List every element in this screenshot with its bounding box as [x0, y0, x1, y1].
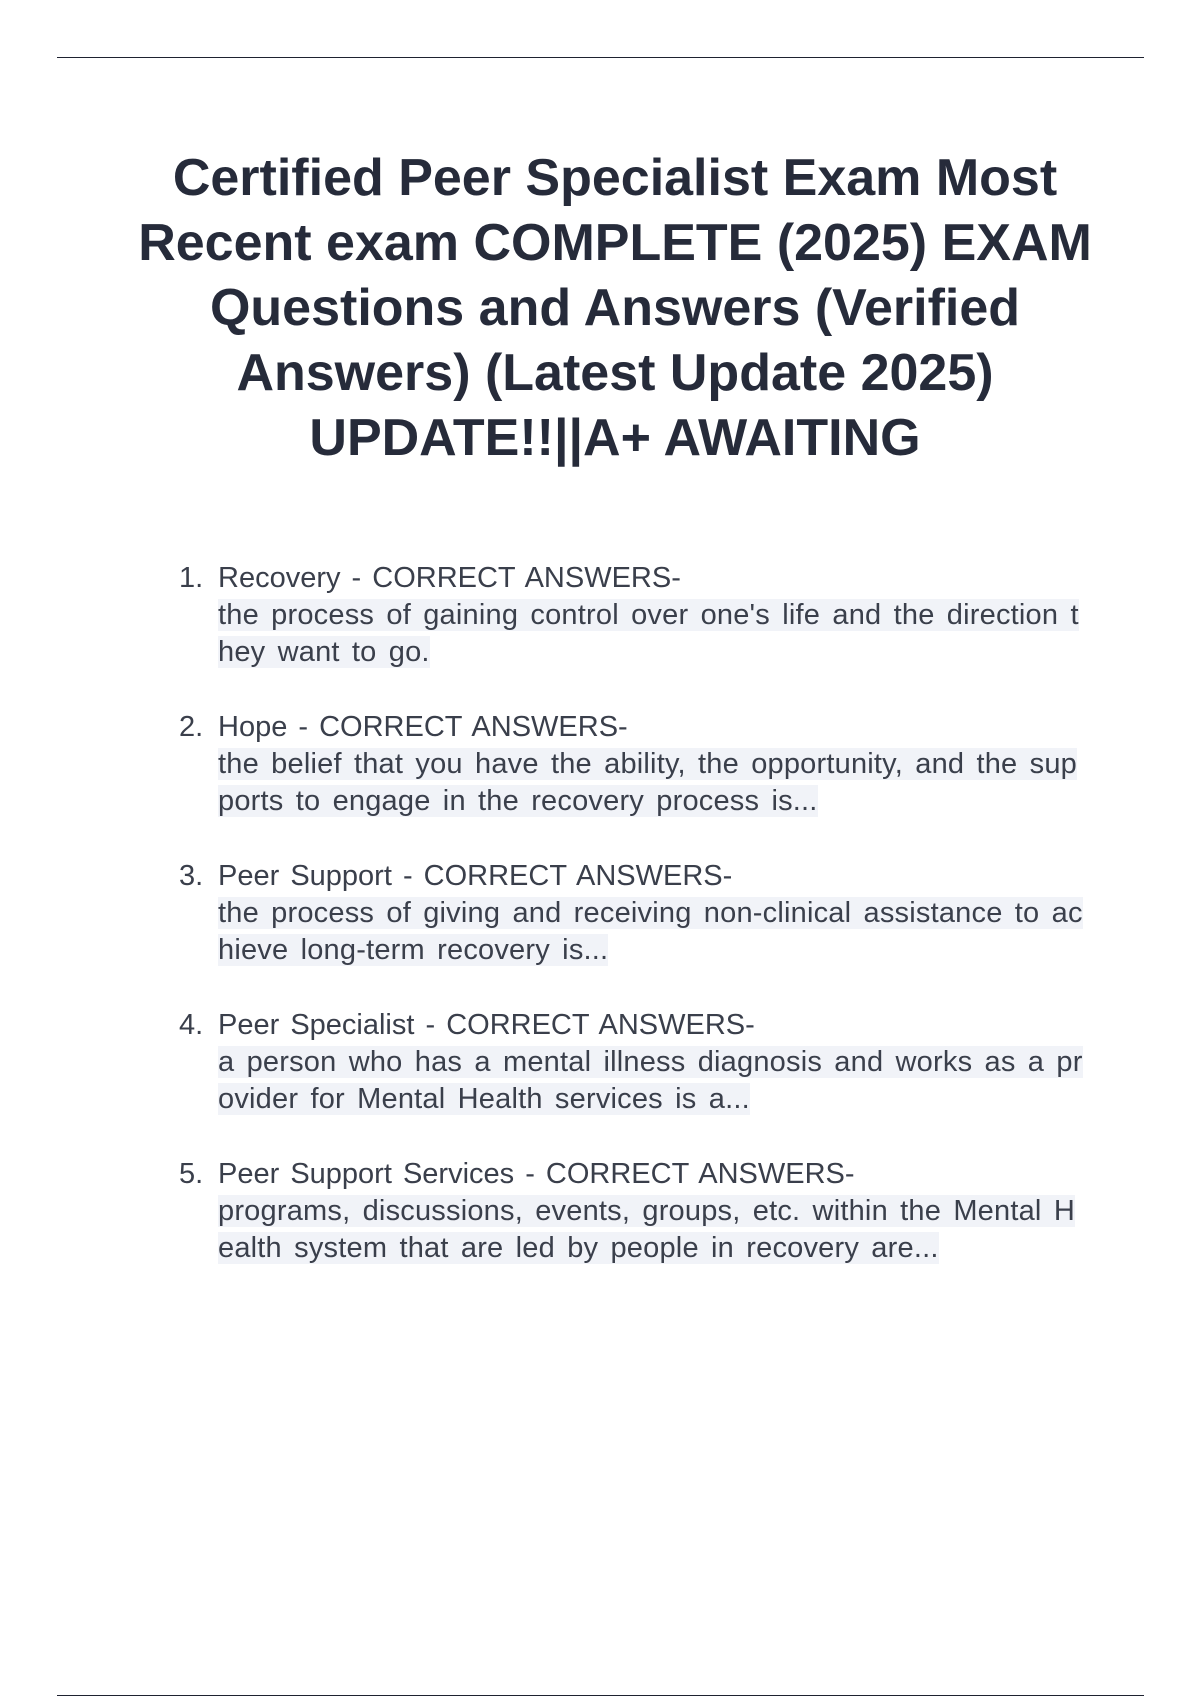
item-answer — [218, 895, 1083, 969]
item-answer-text: a person who has a mental illness diagnosis and works as a provider for Mental Health services is a... — [218, 1046, 1083, 1115]
document-title: Certified Peer Specialist Exam Most Recent exam COMPLETE (2025) EXAM Questions and Answers (Verified Answers) (Latest Update 2025) UPDATE!!||A+ AWAITING — [138, 149, 1092, 467]
item-term: Peer Support Services - CORRECT ANSWERS- — [218, 1158, 855, 1190]
item-answer-text: the process of gaining control over one's life and the direction they want to go. — [218, 599, 1079, 668]
item-term: Peer Specialist - CORRECT ANSWERS- — [218, 1009, 755, 1041]
item-term: Hope - CORRECT ANSWERS- — [218, 711, 628, 743]
item-number: 5. — [179, 1158, 204, 1190]
item-number: 2. — [179, 711, 204, 743]
list-item — [175, 858, 1095, 969]
top-rule — [57, 57, 1144, 58]
item-answer — [218, 746, 1083, 820]
list-item — [175, 709, 1095, 820]
qa-list — [175, 560, 1095, 1305]
item-term: Peer Support - CORRECT ANSWERS- — [218, 860, 733, 892]
item-answer-text: programs, discussions, events, groups, etc. within the Mental Health system that are led by people in recovery are... — [218, 1195, 1075, 1264]
item-answer — [218, 1044, 1083, 1118]
item-answer — [218, 597, 1083, 671]
item-answer — [218, 1193, 1083, 1267]
item-answer-text: the process of giving and receiving non-clinical assistance to achieve long-term recovery is... — [218, 897, 1083, 966]
list-item — [175, 1007, 1095, 1118]
item-number: 3. — [179, 860, 204, 892]
item-number: 1. — [179, 562, 204, 594]
list-item — [175, 560, 1095, 671]
item-term: Recovery - CORRECT ANSWERS- — [218, 562, 681, 594]
item-answer-text: the belief that you have the ability, the opportunity, and the supports to engage in the recovery process is... — [218, 748, 1078, 817]
item-number: 4. — [179, 1009, 204, 1041]
list-item — [175, 1156, 1095, 1267]
bottom-rule — [57, 1695, 1144, 1696]
